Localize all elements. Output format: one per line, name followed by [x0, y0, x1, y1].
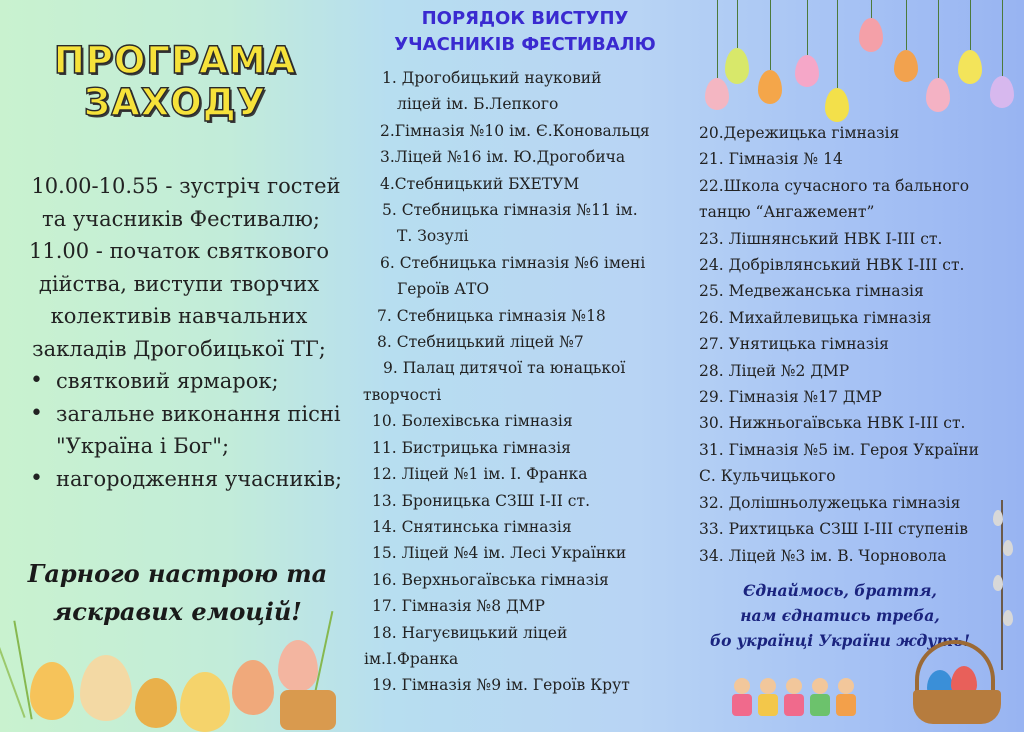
- participant-line: 21. Гімназія № 14: [699, 150, 843, 169]
- participant-line: 6. Стебницька гімназія №6 імені: [380, 253, 646, 272]
- participant-line: Героїв АТО: [397, 280, 490, 299]
- participant-line: 22.Школа сучасного та бального: [699, 176, 970, 195]
- participant-line: 3.Ліцей №16 ім. Ю.Дрогобича: [380, 148, 626, 167]
- schedule-line: 10.00-10.55 - зустріч гостей: [31, 174, 341, 198]
- participants-list-part2: [695, 120, 1024, 569]
- participant-line: 24. Добрівлянський НВК І-ІІІ ст.: [699, 256, 965, 275]
- participant-line: 19. Гімназія №9 ім. Героїв Крут: [372, 676, 630, 695]
- participant-line: 5. Стебницька гімназія №11 ім.: [382, 201, 638, 220]
- participant-line: 11. Бистрицька гімназія: [372, 438, 571, 457]
- participant-line: 30. Нижньогаївська НВК І-ІІІ ст.: [699, 414, 966, 433]
- motto-line: нам єднатись треба,: [740, 606, 940, 625]
- program-title: [40, 40, 310, 124]
- participant-line: 17. Гімназія №8 ДМР: [372, 597, 545, 616]
- participant-line: 4.Стебницький БХЕТУМ: [380, 174, 580, 193]
- participant-line: 34. Ліцей №3 ім. В. Чорновола: [699, 546, 947, 565]
- program-column: [0, 0, 350, 724]
- schedule-line: колективів навчальних: [50, 304, 308, 328]
- wish-text: [10, 555, 345, 631]
- wish-line2: яскравих емоцій!: [53, 597, 302, 626]
- schedule: [14, 170, 344, 495]
- participant-line: ліцей ім. Б.Лепкого: [397, 95, 559, 114]
- bullet-item-continuation: "Україна і Бог";: [56, 434, 230, 458]
- children-singing-illustration: [730, 672, 860, 722]
- participant-line: ім.І.Франка: [364, 649, 459, 668]
- participant-line: 18. Нагуєвицький ліцей: [372, 623, 568, 642]
- participant-line: 20.Дережицька гімназія: [699, 124, 900, 142]
- participant-line: 1. Дрогобицький науковий: [382, 69, 602, 87]
- participant-line: 33. Рихтицька СЗШ І-ІІІ ступенів: [699, 520, 968, 539]
- program-title-line2: ЗАХОДУ: [83, 81, 267, 124]
- participant-line: 16. Верхньогаївська гімназія: [372, 570, 609, 589]
- participant-line: 14. Снятинська гімназія: [372, 517, 572, 536]
- wish-line1: Гарного настрою та: [27, 559, 328, 588]
- participant-line: Т. Зозулі: [397, 227, 469, 246]
- participant-line: 26. Михайлевицька гімназія: [699, 308, 932, 327]
- participant-line: танцю “Ангажемент”: [699, 203, 875, 222]
- willow-branch-decoration: [987, 500, 1017, 670]
- performance-order-continued-column: [695, 0, 1024, 724]
- participant-line: 27. Унятицька гімназія: [699, 335, 889, 354]
- schedule-bullets: [14, 365, 344, 495]
- performance-order-column: [355, 0, 695, 724]
- motto-line: Єднаймось, браття,: [743, 581, 937, 600]
- participant-line: 25. Медвежанська гімназія: [699, 282, 924, 301]
- motto-line: бо українці України ждуть!: [709, 631, 970, 650]
- participant-line: 29. Гімназія №17 ДМР: [699, 388, 882, 407]
- participant-line: 31. Гімназія №5 ім. Героя України: [699, 440, 979, 459]
- participant-line: 32. Долішньолужецька гімназія: [699, 493, 961, 512]
- order-title-line1: ПОРЯДОК ВИСТУПУ: [421, 8, 629, 29]
- hanging-eggs-decoration: [695, 0, 1024, 125]
- participant-line: 13. Броницька СЗШ І-ІІ ст.: [372, 491, 590, 510]
- schedule-line: закладів Дрогобицької ТГ;: [32, 336, 326, 361]
- participant-line: 12. Ліцей №1 ім. І. Франка: [372, 465, 588, 484]
- participant-line: 9. Палац дитячої та юнацької: [383, 359, 626, 378]
- bullet-item: • нагородження учасників;: [40, 463, 344, 496]
- schedule-line: 11.00 - початок святкового: [29, 239, 329, 263]
- bullet-item: • святковий ярмарок;: [40, 365, 344, 398]
- participant-line: С. Кульчицького: [699, 467, 836, 486]
- program-title-line1: ПРОГРАМА: [53, 39, 297, 82]
- participant-line: 8. Стебницький ліцей №7: [377, 333, 584, 352]
- schedule-line: та учасників Фестивалю;: [42, 206, 320, 231]
- participants-list-part1: [355, 65, 695, 699]
- participant-line: 28. Ліцей №2 ДМР: [699, 361, 850, 380]
- bullet-item: • загальне виконання пісні: [40, 398, 344, 431]
- participant-line: творчості: [363, 385, 442, 404]
- participant-line: 10. Болехівська гімназія: [372, 412, 573, 431]
- participant-line: 2.Гімназія №10 ім. Є.Коновальця: [380, 121, 650, 140]
- order-title: [385, 6, 665, 58]
- participant-line: 7. Стебницька гімназія №18: [377, 306, 606, 325]
- participant-line: 15. Ліцей №4 ім. Лесі Українки: [372, 544, 627, 563]
- schedule-line: дійства, виступи творчих: [38, 271, 320, 296]
- participant-line: 23. Лішнянський НВК І-ІІІ ст.: [699, 229, 943, 248]
- order-title-line2: УЧАСНИКІВ ФЕСТИВАЛЮ: [394, 34, 656, 55]
